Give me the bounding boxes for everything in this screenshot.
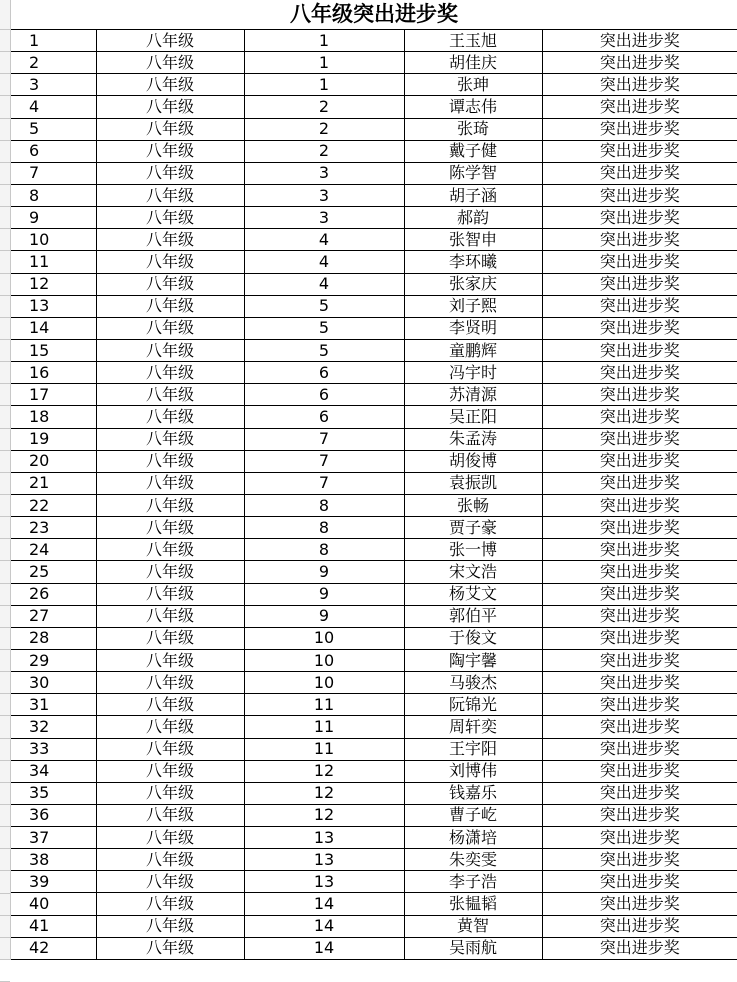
cell-award[interactable]: 突出进步奖 <box>542 672 737 694</box>
cell-award[interactable]: 突出进步奖 <box>542 738 737 760</box>
cell-class[interactable]: 6 <box>244 362 404 384</box>
table-row <box>11 494 737 516</box>
cell-name[interactable]: 李环曦 <box>404 251 542 273</box>
cell-class[interactable]: 11 <box>244 738 404 760</box>
cell-grade[interactable]: 八年级 <box>96 30 244 52</box>
row-header-divider <box>0 848 10 849</box>
table-row <box>11 716 737 738</box>
cell-name[interactable]: 陶宇馨 <box>404 649 542 671</box>
cell-name[interactable]: 李贤明 <box>404 317 542 339</box>
row-header-divider <box>0 383 10 384</box>
table-row <box>11 472 737 494</box>
cell-grade[interactable]: 八年级 <box>96 184 244 206</box>
cell-grade[interactable]: 八年级 <box>96 450 244 472</box>
cell-grade[interactable]: 八年级 <box>96 827 244 849</box>
table-row <box>11 362 737 384</box>
cell-number[interactable]: 21 <box>11 472 96 494</box>
cell-grade[interactable]: 八年级 <box>96 871 244 893</box>
cell-number[interactable]: 18 <box>11 406 96 428</box>
cell-number[interactable]: 40 <box>11 893 96 915</box>
cell-number[interactable]: 24 <box>11 539 96 561</box>
cell-number[interactable]: 10 <box>11 229 96 251</box>
cell-award[interactable]: 突出进步奖 <box>542 273 737 295</box>
sheet-title[interactable]: 八年级突出进步奖 <box>11 0 737 30</box>
cell-class[interactable]: 9 <box>244 561 404 583</box>
table-row <box>11 339 737 361</box>
cell-award[interactable]: 突出进步奖 <box>542 317 737 339</box>
cell-class[interactable]: 12 <box>244 804 404 826</box>
cell-name[interactable]: 袁振凯 <box>404 472 542 494</box>
cell-class[interactable]: 7 <box>244 472 404 494</box>
row-header-divider <box>0 649 10 650</box>
cell-grade[interactable]: 八年级 <box>96 118 244 140</box>
row-header-divider <box>0 738 10 739</box>
table-row <box>11 649 737 671</box>
cell-name[interactable]: 郝韵 <box>404 207 542 229</box>
cell-class[interactable]: 10 <box>244 649 404 671</box>
cell-name[interactable]: 苏清源 <box>404 384 542 406</box>
table-row <box>11 517 737 539</box>
table-row <box>11 915 737 937</box>
table-row <box>11 583 737 605</box>
cell-grade[interactable]: 八年级 <box>96 295 244 317</box>
cell-award[interactable]: 突出进步奖 <box>542 561 737 583</box>
row-header-divider <box>0 295 10 296</box>
cell-class[interactable]: 13 <box>244 849 404 871</box>
cell-number[interactable]: 38 <box>11 849 96 871</box>
cell-name[interactable]: 杨艾文 <box>404 583 542 605</box>
cell-grade[interactable]: 八年级 <box>96 362 244 384</box>
cell-award[interactable]: 突出进步奖 <box>542 52 737 74</box>
cell-class[interactable]: 9 <box>244 605 404 627</box>
cell-grade[interactable]: 八年级 <box>96 605 244 627</box>
cell-number[interactable]: 4 <box>11 96 96 118</box>
table-row <box>11 30 737 52</box>
row-header-divider <box>0 361 10 362</box>
table-row <box>11 782 737 804</box>
cell-class[interactable]: 5 <box>244 339 404 361</box>
cell-name[interactable]: 张智申 <box>404 229 542 251</box>
cell-number[interactable]: 14 <box>11 317 96 339</box>
cell-number[interactable]: 2 <box>11 52 96 74</box>
cell-grade[interactable]: 八年级 <box>96 760 244 782</box>
table-row <box>11 295 737 317</box>
award-table <box>11 30 737 960</box>
cell-grade[interactable]: 八年级 <box>96 937 244 959</box>
cell-number[interactable]: 11 <box>11 251 96 273</box>
row-header-divider <box>0 560 10 561</box>
cell-grade[interactable]: 八年级 <box>96 428 244 450</box>
table-row <box>11 937 737 959</box>
cell-class[interactable]: 5 <box>244 295 404 317</box>
row-header-divider <box>0 583 10 584</box>
cell-class[interactable]: 14 <box>244 915 404 937</box>
cell-award[interactable]: 突出进步奖 <box>542 339 737 361</box>
cell-number[interactable]: 25 <box>11 561 96 583</box>
cell-number[interactable]: 23 <box>11 517 96 539</box>
cell-award[interactable]: 突出进步奖 <box>542 406 737 428</box>
table-row <box>11 849 737 871</box>
table-row <box>11 207 737 229</box>
table-row <box>11 893 737 915</box>
row-header-divider <box>0 760 10 761</box>
cell-class[interactable]: 3 <box>244 207 404 229</box>
cell-name[interactable]: 杨潇培 <box>404 827 542 849</box>
cell-class[interactable]: 11 <box>244 716 404 738</box>
cell-award[interactable]: 突出进步奖 <box>542 229 737 251</box>
cell-grade[interactable]: 八年级 <box>96 782 244 804</box>
table-row <box>11 317 737 339</box>
cell-number[interactable]: 30 <box>11 672 96 694</box>
cell-grade[interactable]: 八年级 <box>96 849 244 871</box>
cell-name[interactable]: 黄智 <box>404 915 542 937</box>
cell-number[interactable]: 5 <box>11 118 96 140</box>
table-row <box>11 52 737 74</box>
row-header-divider <box>0 29 10 30</box>
cell-class[interactable]: 10 <box>244 627 404 649</box>
table-row <box>11 605 737 627</box>
cell-number[interactable]: 22 <box>11 494 96 516</box>
cell-award[interactable]: 突出进步奖 <box>542 472 737 494</box>
cell-name[interactable]: 陈学智 <box>404 162 542 184</box>
cell-award[interactable]: 突出进步奖 <box>542 295 737 317</box>
cell-class[interactable]: 12 <box>244 760 404 782</box>
cell-class[interactable]: 1 <box>244 52 404 74</box>
cell-class[interactable]: 11 <box>244 694 404 716</box>
table-row <box>11 251 737 273</box>
cell-award[interactable]: 突出进步奖 <box>542 716 737 738</box>
cell-class[interactable]: 13 <box>244 827 404 849</box>
cell-name[interactable]: 童鹏辉 <box>404 339 542 361</box>
table-row <box>11 672 737 694</box>
row-header-divider <box>0 140 10 141</box>
cell-award[interactable]: 突出进步奖 <box>542 162 737 184</box>
cell-number[interactable]: 31 <box>11 694 96 716</box>
cell-grade[interactable]: 八年级 <box>96 74 244 96</box>
table-row <box>11 738 737 760</box>
cell-number[interactable]: 34 <box>11 760 96 782</box>
cell-number[interactable]: 28 <box>11 627 96 649</box>
cell-award[interactable]: 突出进步奖 <box>542 140 737 162</box>
cell-name[interactable]: 胡俊博 <box>404 450 542 472</box>
cell-name[interactable]: 吴雨航 <box>404 937 542 959</box>
cell-grade[interactable]: 八年级 <box>96 406 244 428</box>
row-header-divider <box>0 273 10 274</box>
table-row <box>11 871 737 893</box>
row-header-divider <box>0 715 10 716</box>
row-header-divider <box>0 118 10 119</box>
table-row <box>11 450 737 472</box>
cell-class[interactable]: 7 <box>244 428 404 450</box>
cell-name[interactable]: 张琦 <box>404 118 542 140</box>
cell-grade[interactable]: 八年级 <box>96 317 244 339</box>
cell-name[interactable]: 郭伯平 <box>404 605 542 627</box>
cell-name[interactable]: 戴子健 <box>404 140 542 162</box>
cell-name[interactable]: 曹子屹 <box>404 804 542 826</box>
cell-award[interactable]: 突出进步奖 <box>542 915 737 937</box>
cell-name[interactable]: 阮锦光 <box>404 694 542 716</box>
table-row <box>11 539 737 561</box>
cell-name[interactable]: 宋文浩 <box>404 561 542 583</box>
cell-class[interactable]: 6 <box>244 384 404 406</box>
row-header-divider <box>0 228 10 229</box>
cell-award[interactable]: 突出进步奖 <box>542 384 737 406</box>
row-header-divider <box>0 893 10 894</box>
cell-grade[interactable]: 八年级 <box>96 716 244 738</box>
cell-grade[interactable]: 八年级 <box>96 738 244 760</box>
cell-grade[interactable]: 八年级 <box>96 229 244 251</box>
row-header-divider <box>0 516 10 517</box>
cell-award[interactable]: 突出进步奖 <box>542 494 737 516</box>
row-header-divider <box>0 494 10 495</box>
cell-award[interactable]: 突出进步奖 <box>542 583 737 605</box>
cell-class[interactable]: 8 <box>244 494 404 516</box>
cell-name[interactable]: 张家庆 <box>404 273 542 295</box>
cell-grade[interactable]: 八年级 <box>96 517 244 539</box>
table-row <box>11 694 737 716</box>
cell-name[interactable]: 张珅 <box>404 74 542 96</box>
row-header-divider <box>0 671 10 672</box>
cell-name[interactable]: 朱奕雯 <box>404 849 542 871</box>
cell-award[interactable]: 突出进步奖 <box>542 118 737 140</box>
cell-class[interactable]: 1 <box>244 30 404 52</box>
cell-class[interactable]: 5 <box>244 317 404 339</box>
cell-class[interactable]: 9 <box>244 583 404 605</box>
cell-award[interactable]: 突出进步奖 <box>542 450 737 472</box>
cell-award[interactable]: 突出进步奖 <box>542 184 737 206</box>
cell-number[interactable]: 7 <box>11 162 96 184</box>
cell-grade[interactable]: 八年级 <box>96 694 244 716</box>
table-row <box>11 273 737 295</box>
cell-class[interactable]: 13 <box>244 871 404 893</box>
table-row <box>11 229 737 251</box>
cell-class[interactable]: 14 <box>244 893 404 915</box>
cell-number[interactable]: 36 <box>11 804 96 826</box>
cell-grade[interactable]: 八年级 <box>96 384 244 406</box>
cell-name[interactable]: 刘博伟 <box>404 760 542 782</box>
cell-award[interactable]: 突出进步奖 <box>542 627 737 649</box>
cell-number[interactable]: 26 <box>11 583 96 605</box>
cell-class[interactable]: 14 <box>244 937 404 959</box>
cell-grade[interactable]: 八年级 <box>96 494 244 516</box>
cell-number[interactable]: 17 <box>11 384 96 406</box>
cell-grade[interactable]: 八年级 <box>96 52 244 74</box>
cell-number[interactable]: 12 <box>11 273 96 295</box>
row-header-divider <box>0 782 10 783</box>
table-row <box>11 184 737 206</box>
cell-award[interactable]: 突出进步奖 <box>542 362 737 384</box>
cell-number[interactable]: 42 <box>11 937 96 959</box>
cell-class[interactable]: 4 <box>244 229 404 251</box>
cell-class[interactable]: 7 <box>244 450 404 472</box>
cell-number[interactable]: 35 <box>11 782 96 804</box>
cell-grade[interactable]: 八年级 <box>96 561 244 583</box>
cell-class[interactable]: 1 <box>244 74 404 96</box>
cell-name[interactable]: 刘子熙 <box>404 295 542 317</box>
cell-award[interactable]: 突出进步奖 <box>542 251 737 273</box>
cell-grade[interactable]: 八年级 <box>96 804 244 826</box>
cell-grade[interactable]: 八年级 <box>96 339 244 361</box>
table-row <box>11 561 737 583</box>
cell-grade[interactable]: 八年级 <box>96 96 244 118</box>
cell-award[interactable]: 突出进步奖 <box>542 871 737 893</box>
cell-grade[interactable]: 八年级 <box>96 893 244 915</box>
cell-class[interactable]: 12 <box>244 782 404 804</box>
row-header-divider <box>0 184 10 185</box>
cell-name[interactable]: 王宇阳 <box>404 738 542 760</box>
row-header-divider <box>0 95 10 96</box>
cell-award[interactable]: 突出进步奖 <box>542 30 737 52</box>
cell-name[interactable]: 吴正阳 <box>404 406 542 428</box>
cell-number[interactable]: 33 <box>11 738 96 760</box>
table-row <box>11 384 737 406</box>
cell-award[interactable]: 突出进步奖 <box>542 207 737 229</box>
row-header-divider <box>0 317 10 318</box>
cell-name[interactable]: 周轩奕 <box>404 716 542 738</box>
table-row <box>11 627 737 649</box>
row-header-divider <box>0 450 10 451</box>
cell-number[interactable]: 3 <box>11 74 96 96</box>
row-header-divider <box>0 693 10 694</box>
cell-name[interactable]: 胡子涵 <box>404 184 542 206</box>
cell-grade[interactable]: 八年级 <box>96 162 244 184</box>
cell-class[interactable]: 3 <box>244 162 404 184</box>
cell-award[interactable]: 突出进步奖 <box>542 760 737 782</box>
cell-number[interactable]: 16 <box>11 362 96 384</box>
cell-number[interactable]: 13 <box>11 295 96 317</box>
table-row <box>11 162 737 184</box>
row-header-gutter[interactable] <box>0 0 11 960</box>
cell-number[interactable]: 32 <box>11 716 96 738</box>
cell-name[interactable]: 朱孟涛 <box>404 428 542 450</box>
cell-class[interactable]: 2 <box>244 140 404 162</box>
table-row <box>11 118 737 140</box>
cell-class[interactable]: 4 <box>244 273 404 295</box>
cell-award[interactable]: 突出进步奖 <box>542 96 737 118</box>
cell-number[interactable]: 6 <box>11 140 96 162</box>
cell-grade[interactable]: 八年级 <box>96 539 244 561</box>
cell-grade[interactable]: 八年级 <box>96 273 244 295</box>
spreadsheet <box>11 0 737 960</box>
table-row <box>11 428 737 450</box>
cell-number[interactable]: 27 <box>11 605 96 627</box>
table-row <box>11 827 737 849</box>
row-header-divider <box>0 250 10 251</box>
cell-class[interactable]: 8 <box>244 539 404 561</box>
row-header-divider <box>0 937 10 938</box>
row-header-divider <box>0 339 10 340</box>
cell-class[interactable]: 3 <box>244 184 404 206</box>
row-header-divider <box>0 206 10 207</box>
cell-award[interactable]: 突出进步奖 <box>542 804 737 826</box>
cell-number[interactable]: 15 <box>11 339 96 361</box>
cell-award[interactable]: 突出进步奖 <box>542 782 737 804</box>
row-header-divider <box>0 428 10 429</box>
cell-grade[interactable]: 八年级 <box>96 649 244 671</box>
cell-award[interactable]: 突出进步奖 <box>542 694 737 716</box>
cell-award[interactable]: 突出进步奖 <box>542 428 737 450</box>
cell-award[interactable]: 突出进步奖 <box>542 74 737 96</box>
table-row <box>11 760 737 782</box>
cell-class[interactable]: 4 <box>244 251 404 273</box>
cell-class[interactable]: 2 <box>244 96 404 118</box>
cell-name[interactable]: 胡佳庆 <box>404 52 542 74</box>
cell-class[interactable]: 6 <box>244 406 404 428</box>
cell-grade[interactable]: 八年级 <box>96 583 244 605</box>
row-header-divider <box>0 870 10 871</box>
cell-name[interactable]: 于俊文 <box>404 627 542 649</box>
cell-award[interactable]: 突出进步奖 <box>542 605 737 627</box>
cell-grade[interactable]: 八年级 <box>96 140 244 162</box>
cell-name[interactable]: 谭志伟 <box>404 96 542 118</box>
table-row <box>11 804 737 826</box>
cell-number[interactable]: 9 <box>11 207 96 229</box>
row-header-divider <box>0 538 10 539</box>
cell-number[interactable]: 39 <box>11 871 96 893</box>
cell-grade[interactable]: 八年级 <box>96 627 244 649</box>
row-header-divider <box>0 605 10 606</box>
cell-number[interactable]: 29 <box>11 649 96 671</box>
row-header-divider <box>0 162 10 163</box>
row-header-divider <box>0 804 10 805</box>
cell-award[interactable]: 突出进步奖 <box>542 893 737 915</box>
cell-grade[interactable]: 八年级 <box>96 207 244 229</box>
cell-award[interactable]: 突出进步奖 <box>542 849 737 871</box>
cell-name[interactable]: 王玉旭 <box>404 30 542 52</box>
cell-name[interactable]: 张一博 <box>404 539 542 561</box>
cell-number[interactable]: 8 <box>11 184 96 206</box>
cell-grade[interactable]: 八年级 <box>96 251 244 273</box>
cell-award[interactable]: 突出进步奖 <box>542 517 737 539</box>
cell-award[interactable]: 突出进步奖 <box>542 539 737 561</box>
cell-number[interactable]: 37 <box>11 827 96 849</box>
cell-name[interactable]: 钱嘉乐 <box>404 782 542 804</box>
row-header-divider <box>0 472 10 473</box>
cell-name[interactable]: 李子浩 <box>404 871 542 893</box>
table-row <box>11 406 737 428</box>
cell-class[interactable]: 8 <box>244 517 404 539</box>
row-header-divider <box>0 826 10 827</box>
cell-grade[interactable]: 八年级 <box>96 915 244 937</box>
cell-name[interactable]: 张韫韬 <box>404 893 542 915</box>
cell-number[interactable]: 19 <box>11 428 96 450</box>
cell-name[interactable]: 贾子豪 <box>404 517 542 539</box>
row-header-divider <box>0 627 10 628</box>
table-row <box>11 140 737 162</box>
cell-grade[interactable]: 八年级 <box>96 472 244 494</box>
cell-number[interactable]: 41 <box>11 915 96 937</box>
cell-award[interactable]: 突出进步奖 <box>542 937 737 959</box>
cell-class[interactable]: 2 <box>244 118 404 140</box>
cell-name[interactable]: 冯宇时 <box>404 362 542 384</box>
cell-name[interactable]: 张畅 <box>404 494 542 516</box>
cell-number[interactable]: 20 <box>11 450 96 472</box>
cell-award[interactable]: 突出进步奖 <box>542 649 737 671</box>
cell-award[interactable]: 突出进步奖 <box>542 827 737 849</box>
row-header-divider <box>0 405 10 406</box>
cell-class[interactable]: 10 <box>244 672 404 694</box>
row-header-divider <box>0 73 10 74</box>
table-row <box>11 96 737 118</box>
row-header-divider <box>0 51 10 52</box>
cell-name[interactable]: 马骏杰 <box>404 672 542 694</box>
row-header-divider <box>0 915 10 916</box>
cell-grade[interactable]: 八年级 <box>96 672 244 694</box>
table-row <box>11 74 737 96</box>
cell-number[interactable]: 1 <box>11 30 96 52</box>
